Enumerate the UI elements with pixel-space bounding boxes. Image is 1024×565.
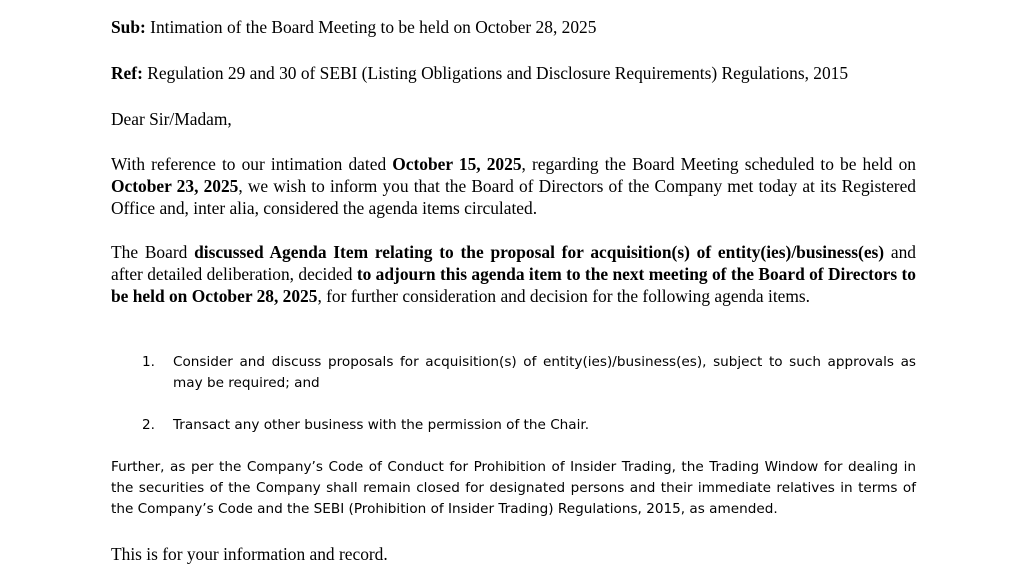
paragraph-trading-window: Further, as per the Company’s Code of Conduct for Prohibition of Insider Trading, the Trading Window for dealing in the securities of the Company shall remain closed for designated persons and their immediate relatives in terms of the Company’s Code and the SEBI (Prohibition of Insider Trading) Regulations, 2015, as amended. [111,459,916,517]
salutation: Dear Sir/Madam, [111,109,232,129]
paragraph-bold-text: discussed Agenda Item relating to the proposal for acquisition(s) of entity(ies)/business(es) [194,242,885,262]
reference-text: Regulation 29 and 30 of SEBI (Listing Obligations and Disclosure Requirements) Regulations, 2015 [142,63,849,83]
paragraph-text: , for further consideration and decision for the following agenda items. [317,286,811,306]
closing-line: This is for your information and record. [111,544,388,564]
agenda-item-text: Consider and discuss proposals for acquisition(s) of entity(ies)/business(es), subject to such approvals as may be required; and [173,354,916,391]
paragraph-intimation [111,153,916,219]
reference-label: Ref: [111,63,143,83]
paragraph-text: , regarding the Board Meeting scheduled to be held on [521,154,916,174]
paragraph-text: and after detailed deliberation, decided [111,242,916,284]
paragraph-text: The Board [111,242,195,262]
reference-line [111,62,916,84]
paragraph-board-decision [111,241,916,307]
paragraph-text: , we wish to inform you that the Board of Directors of the Company met today at its Registered Office and, inter alia, considered the agenda items circulated. [111,176,916,218]
subject-text: Intimation of the Board Meeting to be held on October 28, 2025 [145,17,597,37]
paragraph-bold-date: October 15, 2025 [392,154,522,174]
agenda-item-number: 2. [142,417,155,433]
paragraph-bold-text: to adjourn this agenda item to the next meeting of the Board of Directors to be held on October 28, 2025 [111,264,917,306]
paragraph-text: With reference to our intimation dated [111,154,393,174]
agenda-item-number: 1. [142,354,155,370]
agenda-item-text: Transact any other business with the permission of the Chair. [173,417,590,433]
subject-label: Sub: [111,17,146,37]
paragraph-bold-date: October 23, 2025 [111,176,239,196]
subject-line [111,16,916,38]
